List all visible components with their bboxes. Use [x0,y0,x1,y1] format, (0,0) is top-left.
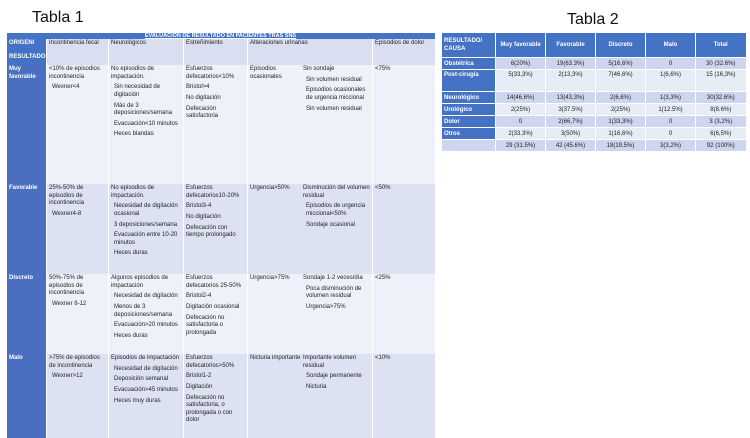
text-line: Bristol>4 [186,84,210,91]
text-line: Wexner4-8 [52,210,82,217]
cell-dolor: <75% [373,65,435,184]
totals-row-label [442,140,496,152]
text-line: Sin sondaje [303,66,335,73]
col-header-favorable: Favorable [546,33,596,58]
text-line: >75% de episodios de incontinencia [49,355,100,369]
cell-urinarias [248,274,373,354]
text-line: Sin volumen residual [306,76,362,83]
table-cell: 1(12.5%) [646,104,696,116]
text-line: Heces duras [114,332,148,339]
text-line: Episodios de urgencia miccional<50% [306,203,366,217]
table-row [442,128,746,140]
text-line: Necesidad de digitación [114,365,178,372]
table-row [442,104,746,116]
text-line: Sondaje permanente [306,373,362,380]
table-cell: 3(3,2%) [646,140,696,152]
text-line: Bristol3-4 [186,203,212,210]
cell-neurologicos [109,354,184,438]
table-cell: 0 [646,128,696,140]
table-row [442,70,746,92]
text-line: Digitación ocasional [186,303,240,310]
col-header-incontinencia: Incontinencia fecal [47,39,109,65]
row-label: Otros [442,128,496,140]
text-line: Bristol1-2 [186,373,212,380]
text-line: Algunos episodios de impactación [111,275,169,289]
col-header-cause: RESULTADO/ CAUSA [442,33,496,58]
col-header-urinarias: Alteraciones urinarias [248,39,373,65]
table-cell: 2(6,6%) [596,92,646,104]
text-line: Necesidad de digitación ocasional [114,203,178,217]
text-line: <10% de episodios incontinencia [49,66,100,80]
table-cell: 1(16,6%) [596,128,646,140]
col-header-malo: Malo [646,33,696,58]
tabla1-row-muy-favorable [7,65,435,184]
cell-incontinencia [47,65,109,184]
row-label: Obstétrica [442,58,496,70]
table-cell: 19(63.3%) [546,58,596,70]
row-label: Urológico [442,104,496,116]
col-header-neurologicos: Neurológicos [109,39,184,65]
table-cell: 5(16,6%) [596,58,646,70]
col-header-discreto: Discreto [596,33,646,58]
table-cell: 2(25%) [496,104,546,116]
row-label: Discreto [7,274,47,354]
text-line: Nicturia importante [250,355,301,362]
table-cell: 42 (45.6%) [546,140,596,152]
row-label: Muy favorable [7,65,47,184]
col-header-muy-favorable: Muy favorable [496,33,546,58]
table-cell: 3(37.5%) [546,104,596,116]
text-line: Episodios ocasionales de urgencia miccional [306,87,366,101]
text-line: Defecación no satisfactoria, o prolongada o con dolor [186,394,233,424]
col-header-estrenimiento: Estreñimiento [184,39,248,65]
row-label: Dolor [442,116,496,128]
tabla1-row-favorable [7,184,435,274]
tabla1-row-discreto [7,274,435,354]
origin-result-header [7,39,47,65]
table-cell: 13(43,3%) [546,92,596,104]
cell-dolor: <25% [373,274,435,354]
cell-dolor: <50% [373,184,435,274]
table-cell: 1(3,3%) [646,92,696,104]
table-cell: 7(46,6%) [596,70,646,92]
cell-estrenimiento [184,65,248,184]
table-cell: 2(33.3%) [496,128,546,140]
result-header-label: RESULTADO [9,53,46,60]
text-line: No episodios de impactación. [111,185,155,199]
table-cell: 14(46,6%) [496,92,546,104]
text-line: Evacuación<10 minutos [114,120,178,127]
table-cell: 1(33,3%) [596,116,646,128]
text-line: Poca disminución de volumen residual [306,285,362,300]
text-line: Defecación no satisfactoria o prolongada [186,314,225,336]
text-line: Episodios ocasionales [250,66,282,80]
origin-header-label: ORIGEN/ [9,40,35,46]
text-line: Evacuación>20 minutos [114,322,178,329]
tabla2-results-by-cause-table [441,33,746,151]
tabla1-caption: Tabla 1 [32,9,84,26]
cell-incontinencia [47,184,109,274]
text-line: Heces blandas [114,131,154,138]
text-line: No digitación [186,94,221,101]
table-cell: 30 (32.6%) [696,58,746,70]
text-line: Disminución del volumen residual [303,185,370,199]
text-line: Heces muy duras [114,397,161,404]
table-cell: 0 [646,58,696,70]
text-line: Evacuación entre 10-20 minutos [114,232,178,246]
text-line: Urgencia>75% [306,303,346,310]
row-label: Post-cirugía [442,70,496,92]
cell-neurologicos [109,274,184,354]
table-cell: 1(6,6%) [646,70,696,92]
text-line: Urgencia>75% [250,275,290,282]
text-line: Defecación satisfactoria [186,105,219,120]
table-cell: 5(33,3%) [496,70,546,92]
table-row [442,58,746,70]
cell-neurologicos [109,184,184,274]
text-line: Sondaje 1-2 veces/día [303,275,363,282]
text-line: Episodios de impactación [111,355,180,362]
cell-estrenimiento [184,274,248,354]
cell-estrenimiento [184,354,248,438]
tabla1-header-row [7,39,435,65]
cell-incontinencia [47,354,109,438]
text-line: 3 deposiciones/semana [114,221,178,228]
text-line: Wexner>12 [52,373,83,380]
table-cell: 92 (100%) [696,140,746,152]
text-line: Evacuación>45 minutos [114,386,178,393]
text-line: Deposición semanal [114,376,169,383]
text-line: No digitación [186,213,221,220]
text-line: Esfuerzos defecatorios10-20% [186,185,240,199]
text-line: Esfuerzos defecatorios>50% [186,355,235,369]
col-header-dolor: Episodios de dolor [373,39,435,65]
text-line: Esfuerzos defecatorios 25-50% [186,275,242,289]
tabla2-caption: Tabla 2 [567,11,619,28]
table-row [442,116,746,128]
text-line: Nicturia [306,383,327,390]
totals-row [442,140,746,152]
text-line: 50%-75% de episodios de incontinencia [49,275,85,297]
text-line: Wexner 8-12 [52,300,87,307]
text-line: Digitación [186,383,213,390]
table-cell: 29 (31.5%) [496,140,546,152]
text-line: Sondaje ocasional [306,221,356,228]
text-line: Esfuerzos defecatorios<10% [186,66,235,80]
cell-incontinencia [47,274,109,354]
row-label: Neurológico [442,92,496,104]
text-line: Importante volumen residual [303,355,357,369]
tabla1-outcome-criteria-table [6,33,435,438]
text-line: Sin volumen residual [306,105,362,112]
table-cell: 6(6,5%) [696,128,746,140]
table-cell: 2(66,7%) [546,116,596,128]
cell-neurologicos [109,65,184,184]
table-cell: 30(32.6%) [696,92,746,104]
text-line: Necesidad de digitación [114,293,178,300]
table-cell: 18(19,5%) [596,140,646,152]
text-line: No episodios de impactación. [111,66,155,80]
text-line: Heces duras [114,250,148,257]
cell-dolor: <10% [373,354,435,438]
text-line: Urgencia>50% [250,185,290,192]
table-cell: 8(8.6%) [696,104,746,116]
table-cell: 2(25%) [596,104,646,116]
table-cell: 15 (16,3%) [696,70,746,92]
table-cell: 0 [646,116,696,128]
text-line: Sin necesidad de digitación [114,84,161,98]
cell-urinarias [248,65,373,184]
text-line: Más de 3 deposiciones/semana [114,102,173,117]
table-row [442,92,746,104]
col-header-total: Total [696,33,746,58]
row-label: Favorable [7,184,47,274]
table-cell: 3 (3,2%) [696,116,746,128]
table-cell: 6(20%) [496,58,546,70]
text-line: Defecación con tiempo prolongado [186,224,236,239]
row-label: Malo [7,354,47,438]
table-cell: 3(50%) [546,128,596,140]
text-line: 25%-50% de episodios de incontinencia [49,185,85,207]
text-line: Menos de 3 deposiciones/semana [114,303,173,318]
cell-urinarias [248,184,373,274]
tabla1-banner: EVALUACIÓN DE RESULTADO EN PACIENTES TRAS SNS [7,33,435,39]
cell-urinarias [248,354,373,438]
tabla2-header-row [442,33,746,58]
text-line: Wexner<4 [52,84,80,91]
table-cell: 0 [496,116,546,128]
text-line: Bristol2-4 [186,293,212,300]
cell-estrenimiento [184,184,248,274]
tabla1-row-malo [7,354,435,438]
table-cell: 2(13,3%) [546,70,596,92]
